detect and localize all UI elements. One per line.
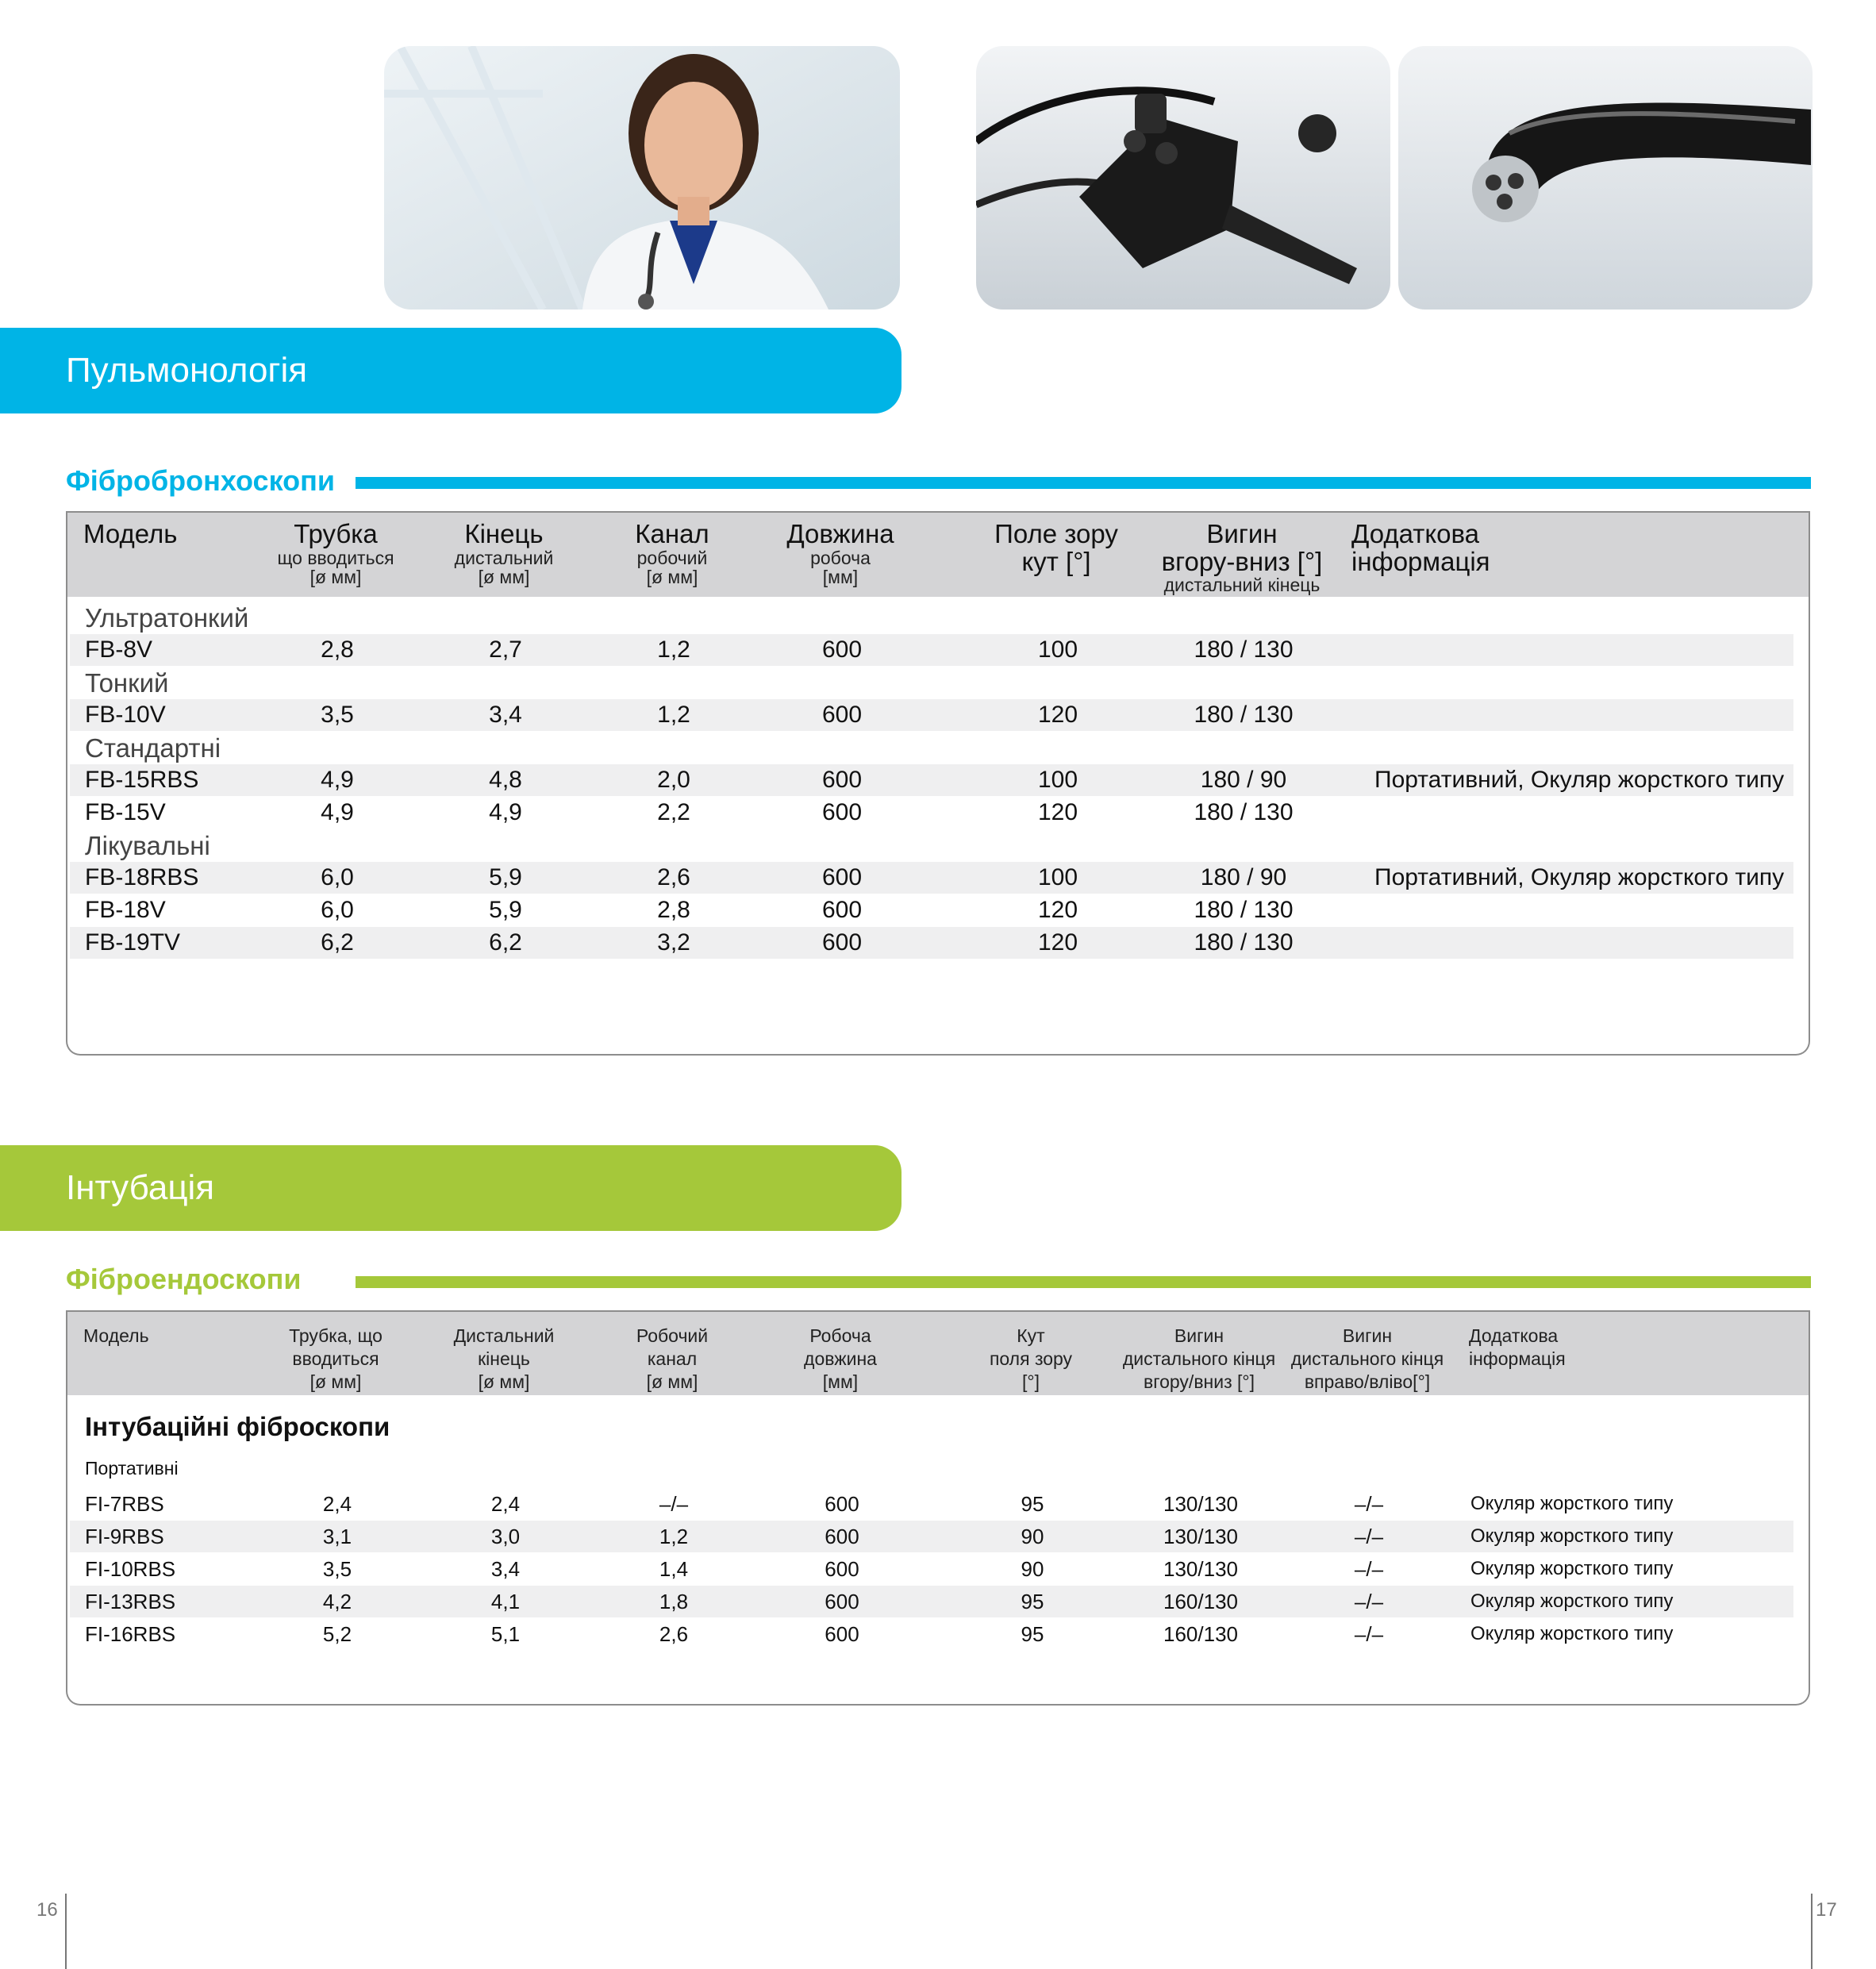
cell-tube: 6,0 — [321, 864, 354, 890]
cell-length: 600 — [825, 1557, 859, 1581]
cell-fov: 90 — [1021, 1557, 1044, 1581]
cell-channel: 1,2 — [659, 1525, 689, 1548]
cell-lr: –/– — [1354, 1622, 1384, 1646]
group-label: Тонкий — [85, 668, 169, 698]
cell-tube: 4,9 — [321, 767, 354, 793]
cell-model: FB-15V — [85, 799, 166, 825]
header-col-2: Дистальний кінець [ø мм] — [453, 1325, 555, 1392]
cell-fov: 100 — [1037, 864, 1078, 890]
cell-channel: 2,6 — [659, 1622, 689, 1646]
cell-info — [1374, 699, 1787, 731]
header-main-2: Кінець — [464, 519, 544, 548]
cell-fov: 90 — [1021, 1525, 1044, 1548]
cell-bend: 180 / 130 — [1194, 929, 1294, 956]
cell-tip: 2,4 — [490, 1492, 521, 1516]
cell-bend: 180 / 130 — [1194, 799, 1294, 825]
cell-ud: 130/130 — [1163, 1557, 1238, 1581]
cell-lr: –/– — [1354, 1590, 1384, 1613]
header-main-5: Поле зору кут [°] — [994, 519, 1118, 576]
header-col-0: Модель — [83, 1325, 149, 1346]
cell-ud: 160/130 — [1163, 1590, 1238, 1613]
cell-info: Окуляр жорсткого типу — [1470, 1590, 1674, 1612]
header-main-1: Трубка — [294, 519, 378, 548]
pulmonology-band — [0, 328, 901, 413]
cell-info — [1374, 894, 1787, 926]
cell-tube: 5,2 — [322, 1622, 352, 1646]
cell-model: FB-15RBS — [85, 767, 199, 793]
intubation-title: Інтубація — [66, 1168, 215, 1207]
table-row — [70, 862, 1793, 894]
cell-tip: 5,9 — [489, 864, 522, 890]
cell-fov: 120 — [1037, 702, 1078, 728]
table-row — [70, 699, 1793, 731]
cell-model: FB-18V — [85, 897, 166, 923]
fibrobronchoscopes-subtitle: Фібробронхоскопи — [66, 464, 335, 497]
cell-length: 600 — [825, 1590, 859, 1613]
cell-length: 600 — [825, 1622, 859, 1646]
cell-length: 600 — [825, 1525, 859, 1548]
cell-info: Портативний, Окуляр жорсткого типу — [1374, 767, 1785, 793]
page-divider-right — [1811, 1894, 1813, 1969]
cell-length: 600 — [821, 767, 863, 793]
cell-info — [1374, 927, 1787, 959]
cell-length: 600 — [821, 929, 863, 956]
cell-channel: 2,8 — [657, 897, 690, 923]
cell-fov: 95 — [1021, 1492, 1044, 1516]
cell-info: Окуляр жорсткого типу — [1470, 1558, 1674, 1579]
cell-model: FI-9RBS — [85, 1525, 164, 1548]
cell-model: FI-13RBS — [85, 1590, 176, 1613]
section1-table — [66, 511, 1810, 1056]
header-main-4: Довжина — [786, 519, 894, 548]
cell-model: FB-19TV — [85, 929, 181, 956]
cell-length: 600 — [821, 636, 863, 663]
header-col-5: Кут поля зору [°] — [989, 1325, 1073, 1392]
cell-bend: 180 / 130 — [1194, 702, 1294, 728]
cell-tube: 3,5 — [321, 702, 354, 728]
cell-fov: 120 — [1037, 897, 1078, 923]
cell-tube: 6,0 — [321, 897, 354, 923]
cell-model: FI-16RBS — [85, 1622, 176, 1646]
cell-length: 600 — [821, 897, 863, 923]
cell-bend: 180 / 90 — [1200, 864, 1287, 890]
table-row — [70, 1521, 1793, 1552]
cell-tip: 6,2 — [489, 929, 522, 956]
cell-model: FB-18RBS — [85, 864, 199, 890]
cell-tip: 5,9 — [489, 897, 522, 923]
cell-bend: 180 / 130 — [1194, 897, 1294, 923]
cell-tip: 4,9 — [489, 799, 522, 825]
cell-bend: 180 / 130 — [1194, 636, 1294, 663]
table-row — [70, 797, 1793, 829]
page-number-left: 16 — [37, 1899, 58, 1921]
cell-lr: –/– — [1354, 1525, 1384, 1548]
header-main-7: Додаткова інформація — [1351, 519, 1490, 576]
group-title: Інтубаційні фіброскопи — [85, 1412, 390, 1441]
cell-channel: 2,0 — [657, 767, 690, 793]
header-col-4: Робоча довжина [мм] — [804, 1325, 877, 1392]
header-main-0: Модель — [83, 519, 178, 548]
table-row — [70, 1488, 1793, 1520]
header-col-3: Робочий канал [ø мм] — [636, 1325, 709, 1392]
cell-channel: –/– — [659, 1492, 689, 1516]
fibroendoscopes-subtitle: Фіброендоскопи — [66, 1263, 302, 1295]
cell-tip: 4,1 — [490, 1590, 521, 1613]
group-label: Лікувальні — [85, 831, 210, 860]
cell-length: 600 — [825, 1492, 859, 1516]
cell-model: FB-10V — [85, 702, 166, 728]
section2-rule — [356, 1276, 1811, 1288]
cell-channel: 1,2 — [657, 702, 690, 728]
cell-channel: 1,8 — [659, 1590, 689, 1613]
header-main-6: Вигин вгору-вниз [°] — [1161, 519, 1323, 576]
cell-channel: 1,2 — [657, 636, 690, 663]
group-label: Ультратонкий — [85, 603, 249, 633]
table-row — [70, 634, 1793, 666]
cell-info — [1374, 634, 1787, 666]
header-sub-1: що вводиться [ø мм] — [277, 547, 394, 587]
cell-lr: –/– — [1354, 1557, 1384, 1581]
group-subtitle: Портативні — [85, 1458, 179, 1479]
cell-fov: 100 — [1037, 636, 1078, 663]
cell-tube: 4,2 — [322, 1590, 352, 1613]
doctor-photo — [384, 46, 900, 310]
table-row — [70, 1553, 1793, 1585]
cell-info: Окуляр жорсткого типу — [1470, 1525, 1674, 1547]
group-label: Стандартні — [85, 733, 221, 763]
cell-channel: 2,6 — [657, 864, 690, 890]
table-row — [70, 894, 1793, 926]
cell-fov: 120 — [1037, 929, 1078, 956]
cell-lr: –/– — [1354, 1492, 1384, 1516]
header-col-6: Вигин дистального кінця вгору/вниз [°] — [1122, 1325, 1276, 1392]
cell-tube: 2,4 — [322, 1492, 352, 1516]
pulmonology-title: Пульмонологія — [66, 351, 308, 390]
cell-model: FI-10RBS — [85, 1557, 176, 1581]
header-sub-2: дистальний [ø мм] — [454, 547, 554, 587]
cell-bend: 180 / 90 — [1200, 767, 1287, 793]
cell-fov: 95 — [1021, 1622, 1044, 1646]
cell-tip: 3,4 — [490, 1557, 521, 1581]
header-sub-4: робоча [мм] — [810, 547, 871, 587]
section2-table — [66, 1310, 1810, 1706]
cell-tube: 6,2 — [321, 929, 354, 956]
cell-channel: 3,2 — [657, 929, 690, 956]
page-number-right: 17 — [1816, 1899, 1837, 1921]
section1-rule — [356, 477, 1811, 489]
cell-tip: 3,4 — [489, 702, 522, 728]
cell-tube: 4,9 — [321, 799, 354, 825]
cell-info: Окуляр жорсткого типу — [1470, 1623, 1674, 1644]
cell-tip: 3,0 — [490, 1525, 521, 1548]
endoscope-tip-photo — [1398, 46, 1813, 310]
header-col-1: Трубка, що вводиться [ø мм] — [289, 1325, 383, 1392]
cell-ud: 130/130 — [1163, 1492, 1238, 1516]
cell-info: Портативний, Окуляр жорсткого типу — [1374, 864, 1785, 890]
intubation-band — [0, 1145, 901, 1231]
table-row — [70, 764, 1793, 796]
cell-channel: 2,2 — [657, 799, 690, 825]
cell-length: 600 — [821, 864, 863, 890]
cell-fov: 120 — [1037, 799, 1078, 825]
cell-fov: 95 — [1021, 1590, 1044, 1613]
cell-channel: 1,4 — [659, 1557, 689, 1581]
cell-tip: 4,8 — [489, 767, 522, 793]
cell-tube: 3,5 — [322, 1557, 352, 1581]
page-divider-left — [65, 1894, 67, 1969]
cell-info — [1374, 797, 1787, 829]
cell-tube: 3,1 — [322, 1525, 352, 1548]
cell-tube: 2,8 — [321, 636, 354, 663]
cell-model: FB-8V — [85, 636, 153, 663]
cell-fov: 100 — [1037, 767, 1078, 793]
header-col-8: Додаткова інформація — [1469, 1325, 1566, 1369]
header-main-3: Канал — [635, 519, 709, 548]
cell-tip: 5,1 — [490, 1622, 521, 1646]
header-sub-3: робочий [ø мм] — [636, 547, 708, 587]
cell-ud: 160/130 — [1163, 1622, 1238, 1646]
table-row — [70, 927, 1793, 959]
endoscope-handle-photo — [976, 46, 1390, 310]
header-sub-6: дистальний кінець — [1163, 575, 1321, 596]
header-col-7: Вигин дистального кінця вправо/вліво[°] — [1290, 1325, 1444, 1392]
table-row — [70, 1618, 1793, 1650]
cell-length: 600 — [821, 702, 863, 728]
table-row — [70, 1586, 1793, 1617]
cell-ud: 130/130 — [1163, 1525, 1238, 1548]
cell-length: 600 — [821, 799, 863, 825]
cell-info: Окуляр жорсткого типу — [1470, 1493, 1674, 1514]
cell-model: FI-7RBS — [85, 1492, 164, 1516]
cell-tip: 2,7 — [489, 636, 522, 663]
